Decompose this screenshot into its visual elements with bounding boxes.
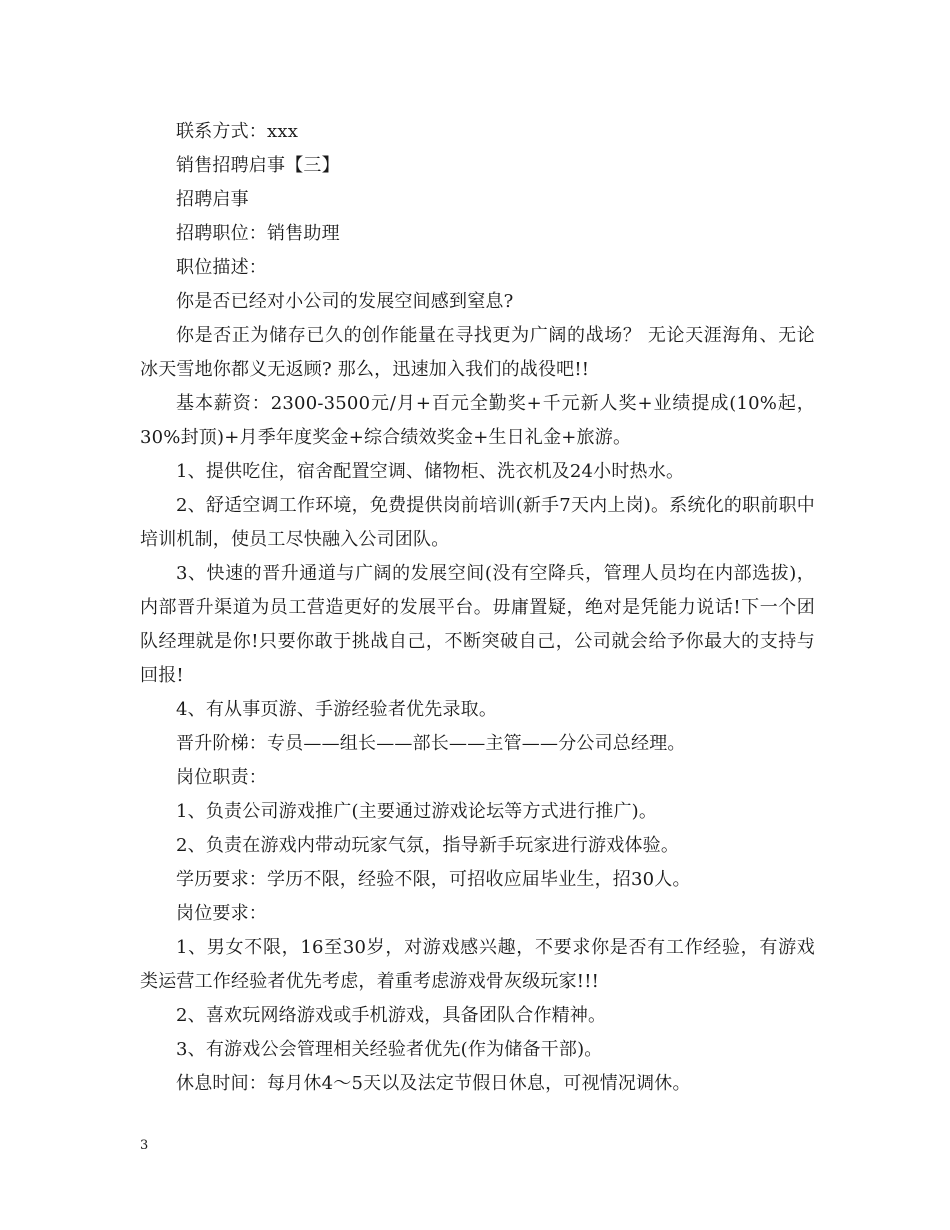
salary-paragraph: 基本薪资：2300-3500元/月+百元全勤奖+千元新人奖+业绩提成(10%起，30%封顶)+月季年度奖金+综合绩效奖金+生日礼金+旅游。 [140,393,815,448]
page-number: 3 [140,1138,149,1153]
benefit-item: 1、提供吃住，宿舍配置空调、储物柜、洗衣机及24小时热水。 [176,461,685,482]
requirement-item: 2、喜欢玩网络游戏或手机游戏，具备团队合作精神。 [176,1005,607,1026]
requirement-item: 1、男女不限，16至30岁，对游戏感兴趣，不要求你是否有工作经验，有游戏类运营工作经验者优先考虑，着重考虑游戏骨灰级玩家!!! [140,937,815,992]
education-requirement: 学历要求：学历不限，经验不限，可招收应届毕业生，招30人。 [176,869,691,890]
promotion-ladder: 晋升阶梯：专员——组长——部长——主管——分公司总经理。 [176,733,686,754]
document-body [140,115,815,1101]
contact-info: 联系方式：xxx [176,121,299,142]
benefit-item: 2、舒适空调工作环境，免费提供岗前培训(新手7天内上岗)。系统化的职前职中培训机制，使员工尽快融入公司团队。 [140,495,815,550]
benefit-item: 3、快速的晋升通道与广阔的发展空间(没有空降兵，管理人员均在内部选拔)，内部晋升渠道为员工营造更好的发展平台。毋庸置疑，绝对是凭能力说话!下一个团队经理就是你!只要你敢于挑战自己，不断突破自己，公司就会给予你最大的支持与回报! [140,563,815,686]
paragraph: 你是否正为储存已久的创作能量在寻找更为广阔的战场？ 无论天涯海角、无论冰天雪地你都义无返顾? 那么，迅速加入我们的战役吧!! [140,325,815,380]
duty-item: 2、负责在游戏内带动玩家气氛，指导新手玩家进行游戏体验。 [176,835,680,856]
duties-heading: 岗位职责： [176,767,267,788]
requirements-heading: 岗位要求： [176,903,267,924]
notice-heading: 招聘启事 [176,189,249,210]
job-description-heading: 职位描述： [176,257,267,278]
rest-time: 休息时间：每月休4～5天以及法定节假日休息，可视情况调休。 [176,1073,691,1094]
section-title: 销售招聘启事【三】 [176,155,340,176]
requirement-item: 3、有游戏公会管理相关经验者优先(作为储备干部)。 [176,1039,603,1060]
benefit-item: 4、有从事页游、手游经验者优先录取。 [176,699,498,720]
paragraph: 你是否已经对小公司的发展空间感到窒息? [176,291,514,312]
job-position: 招聘职位：销售助理 [176,223,340,244]
duty-item: 1、负责公司游戏推广(主要通过游戏论坛等方式进行推广)。 [176,801,658,822]
